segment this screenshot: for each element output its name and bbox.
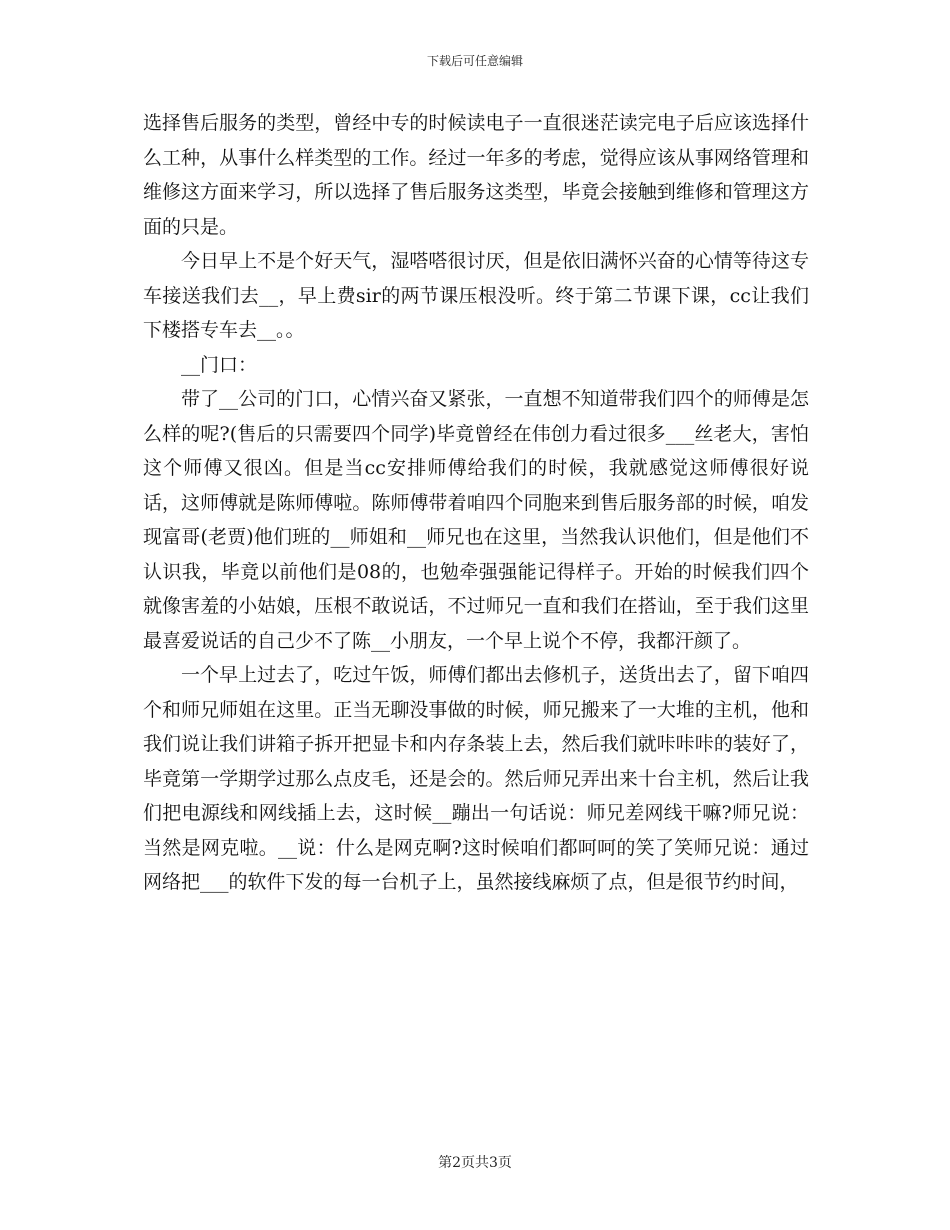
paragraph-3: __门口： — [181, 353, 258, 376]
page-header: 下载后可任意编辑 — [426, 54, 523, 68]
document-body — [143, 106, 809, 900]
paragraph-2: 今日早上不是个好天气，湿嗒嗒很讨厌，但是依旧满怀兴奋的心情等待这专车接送我们去__，早上费sir的两节课压根没听。终于第二节课下课，cc让我们下楼搭专车去__。。 — [143, 250, 809, 341]
paragraph-1: 选择售后服务的类型，曾经中专的时候读电子一直很迷茫读完电子后应该选择什么工种，从事什么样类型的工作。经过一年多的考虑，觉得应该从事网络管理和维修这方面来学习，所以选择了售后服务这类型，毕竟会接触到维修和管理这方面的只是。 — [143, 112, 809, 238]
paragraph-4: 带了__公司的门口，心情兴奋又紧张，一直想不知道带我们四个的师傅是怎么样的呢?(售后的只需要四个同学)毕竟曾经在伟创力看过很多___丝老大，害怕这个师傅又很凶。但是当cc安排师傅给我们的时候，我就感觉这师傅很好说话，这师傅就是陈师傅啦。陈师傅带着咱四个同胞来到售后服务部的时候，咱发现富哥(老贾)他们班的__师姐和__师兄也在这里，当然我认识他们，但是他们不认识我，毕竟以前他们是08的，也勉牵强强能记得样子。开始的时候我们四个就像害羞的小姑娘，压根不敢说话，不过师兄一直和我们在搭讪，至于我们这里最喜爱说话的自己少不了陈__小朋友，一个早上说个不停，我都汗颜了。 — [143, 388, 809, 652]
paragraph-5: 一个早上过去了，吃过午饭，师傅们都出去修机子，送货出去了，留下咱四个和师兄师姐在这里。正当无聊没事做的时候，师兄搬来了一大堆的主机，他和我们说让我们讲箱子拆开把显卡和内存条装上去，然后我们就咔咔咔的装好了，毕竟第一学期学过那么点皮毛，还是会的。然后师兄弄出来十台主机，然后让我们把电源线和网线插上去，这时候__蹦出一句话说：师兄差网线干嘛?师兄说：当然是网克啦。__说：什么是网克啊?这时候咱们都呵呵的笑了笑师兄说：通过网络把___的软件下发的每一台机子上，虽然接线麻烦了点，但是很节约时间， — [143, 664, 809, 893]
page-number-footer: 第2页共3页 — [438, 1155, 512, 1171]
